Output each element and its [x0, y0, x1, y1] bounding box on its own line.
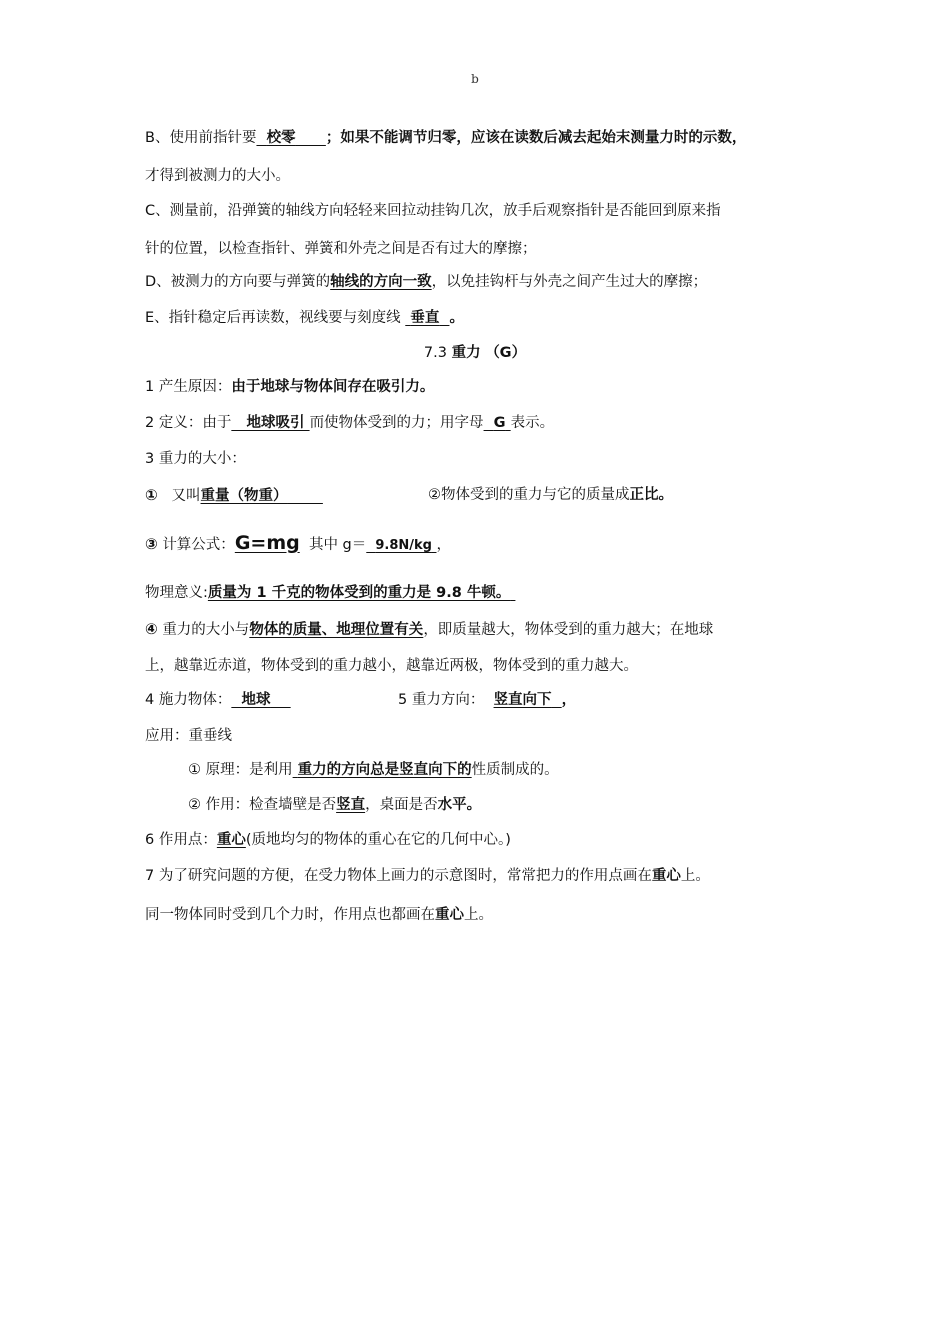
item-3-label: 3 重力的大小： — [145, 451, 246, 467]
item-3-p4-post: ，即质量越大，物体受到的重力越大；在地球 — [423, 622, 714, 638]
application-principle-answer: 重力的方向总是竖直向下的 — [297, 762, 472, 778]
sec-d-text-post: ，以免挂钩杆与外壳之间产生过大的摩擦； — [431, 274, 708, 290]
item-3-p4-text: 重力的大小与 — [162, 622, 250, 638]
item-4-label: 4 施力物体： — [145, 692, 232, 708]
circled-1: ① — [145, 486, 158, 504]
sec-b-line-1 — [145, 128, 746, 148]
circled-4: ④ — [145, 620, 158, 638]
circled-a1: ① — [188, 762, 201, 778]
item-7-l2-text: 同一物体同时受到几个力时，作用点也都画在 — [145, 907, 435, 923]
sec-c-line-2: 针的位置，以检查指针、弹簧和外壳之间是否有过大的摩擦； — [145, 241, 537, 257]
section-number: 7.3 — [423, 345, 447, 361]
sec-e-line — [145, 308, 464, 328]
physical-meaning-answer: 质量为 1 千克的物体受到的重力是 9.8 牛顿。 — [207, 585, 511, 601]
sec-b-text-post: ；如果不能调节归零，应该在读数后减去起始末测量力时的示数， — [325, 130, 747, 146]
application-principle-text: 原理：是利用 — [205, 762, 293, 778]
application-function-answer-2: 水平。 — [437, 797, 482, 813]
sec-d-line — [145, 272, 707, 292]
item-3-p2-answer: 正比。 — [629, 487, 673, 503]
section-title-text: 重力 — [451, 345, 481, 361]
item-5-post: ， — [561, 692, 577, 708]
physical-meaning-label: 物理意义: — [145, 585, 208, 601]
item-2-answer: 地球吸引 — [246, 415, 305, 431]
application-principle — [188, 760, 559, 780]
item-7-l2-answer: 重心 — [435, 907, 464, 923]
item-4-answer: 地球 — [241, 692, 271, 708]
item-6-post: (质地均匀的物体的重心在它的几何中心。) — [245, 832, 511, 848]
item-4-line — [145, 690, 291, 710]
item-3-point-1 — [145, 485, 323, 506]
item-3-p1-answer: 重量（物重） — [200, 488, 288, 504]
item-3-p2-text: ②物体受到的重力与它的质量成 — [428, 487, 630, 503]
item-3-p3-post: ， — [436, 537, 451, 553]
item-7-line-2 — [145, 905, 493, 925]
item-3-p3-mid: 其中 g＝ — [308, 537, 367, 553]
item-6-answer: 重心 — [216, 832, 246, 848]
item-3-p1-text: 又叫 — [171, 488, 201, 504]
sec-e-text: E、指针稳定后再读数，视线要与刻度线 — [145, 310, 401, 326]
sec-c-line-1: C、测量前，沿弹簧的轴线方向轻轻来回拉动挂钩几次，放手后观察指针是否能回到原来指 — [145, 203, 721, 219]
application-principle-post: 性质制成的。 — [471, 762, 559, 778]
item-2-text: 2 定义：由于 — [145, 415, 232, 431]
item-3-p4-answer: 物体的质量、地理位置有关 — [249, 622, 424, 638]
item-5-answer: 竖直向下 — [493, 692, 552, 708]
item-7-answer: 重心 — [651, 868, 681, 884]
sec-e-answer: 垂直 — [410, 310, 440, 326]
application-function-text: 作用：检查墙壁是否 — [205, 797, 337, 813]
application-label: 应用：重垂线 — [145, 728, 232, 744]
item-1-answer: 由于地球与物体间存在吸引力。 — [231, 379, 435, 395]
sec-d-text: D、被测力的方向要与弹簧的 — [145, 274, 331, 290]
item-2-text-mid: 而使物体受到的力；用字母 — [309, 415, 484, 431]
section-title — [0, 343, 950, 363]
item-6-line — [145, 830, 511, 850]
physical-meaning-line — [145, 583, 515, 603]
sec-b-line-2: 才得到被测力的大小。 — [145, 168, 290, 184]
item-1-line — [145, 377, 434, 397]
item-7-text: 7 为了研究问题的方便，在受力物体上画力的示意图时，常常把力的作用点画在 — [145, 868, 652, 884]
item-7-line-1 — [145, 866, 710, 886]
item-3-point-4 — [145, 619, 713, 640]
item-3-point-2 — [428, 485, 673, 505]
item-3-p3-text: 计算公式： — [162, 537, 235, 553]
sec-d-answer: 轴线的方向一致 — [330, 274, 432, 290]
item-1-label: 1 产生原因： — [145, 379, 232, 395]
sec-b-text: B、使用前指针要 — [145, 130, 257, 146]
item-5-line — [398, 690, 576, 710]
application-function-mid: ，桌面是否 — [365, 797, 438, 813]
item-3-point-3 — [145, 530, 451, 559]
sec-b-answer: 校零 — [266, 130, 296, 146]
page-header-mark: b — [471, 72, 479, 86]
sec-e-text-post: 。 — [449, 310, 464, 326]
circled-a2: ② — [188, 797, 201, 813]
circled-3: ③ — [145, 535, 158, 553]
item-7-l2-post: 上。 — [464, 907, 493, 923]
item-2-answer-symbol: G — [493, 415, 506, 431]
g-value: 9.8N/kg — [375, 538, 432, 553]
section-title-symbol: （G） — [485, 345, 527, 361]
item-2-line — [145, 413, 554, 433]
item-5-label: 5 重力方向： — [398, 692, 485, 708]
item-6-label: 6 作用点： — [145, 832, 217, 848]
item-7-post: 上。 — [680, 868, 710, 884]
item-3-point-4-line-2: 上，越靠近赤道，物体受到的重力越小，越靠近两极，物体受到的重力越大。 — [145, 658, 638, 674]
application-function — [188, 795, 481, 815]
item-2-text-post: 表示。 — [510, 415, 555, 431]
formula-g-mg: G=mg — [234, 532, 300, 554]
application-function-answer-1: 竖直 — [336, 797, 366, 813]
